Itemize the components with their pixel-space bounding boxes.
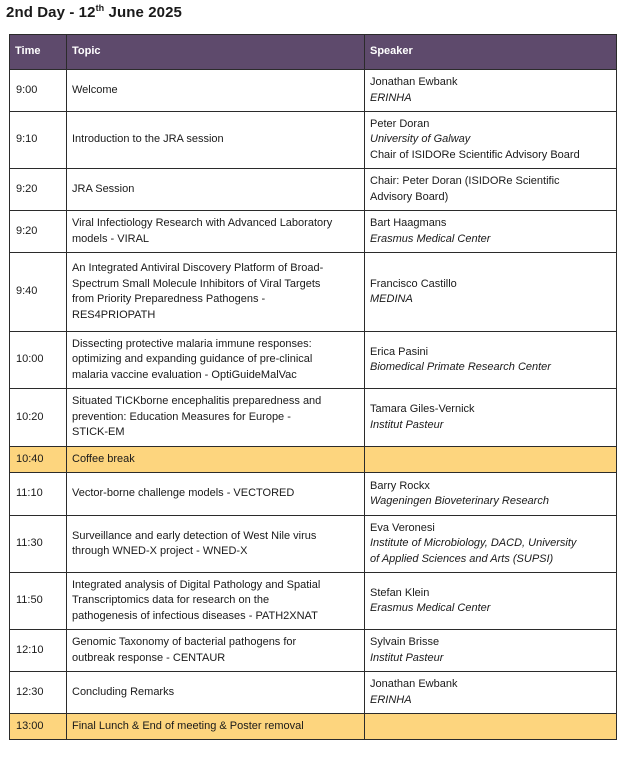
topic-cell <box>67 630 365 672</box>
topic-line: outbreak response - CENTAUR <box>72 651 226 664</box>
topic-line: Viral Infectiology Research with Advanced Laboratory <box>72 217 333 229</box>
time-cell: 9:40 <box>10 253 67 332</box>
schedule-body <box>10 70 617 740</box>
time-cell: 10:40 <box>10 447 67 473</box>
speaker-affiliation: Institute of Microbiology, DACD, University <box>370 537 577 550</box>
table-row <box>10 447 617 473</box>
speaker-name: Advisory Board) <box>370 190 449 203</box>
speaker-cell <box>365 253 617 332</box>
header-row <box>10 35 617 70</box>
speaker-affiliation: of Applied Sciences and Arts (SUPSI) <box>370 552 554 565</box>
topic-line: Situated TICKborne encephalitis preparedness and <box>72 395 322 408</box>
header-time: Time <box>10 35 67 70</box>
topic-line: from Priority Preparedness Pathogens - <box>72 293 266 305</box>
speaker-name: Tamara Giles-Vernick <box>370 403 475 415</box>
speaker-affiliation: ERINHA <box>370 693 412 706</box>
speaker-cell <box>365 211 617 253</box>
title-sup: th <box>95 3 105 13</box>
speaker-cell <box>365 70 617 112</box>
speaker-affiliation: Institut Pasteur <box>370 418 444 431</box>
time-cell: 10:00 <box>10 332 67 389</box>
table-row <box>10 630 617 672</box>
speaker-name: Francisco Castillo <box>370 277 457 290</box>
topic-cell <box>67 714 365 740</box>
speaker-cell <box>365 473 617 516</box>
speaker-cell <box>365 714 617 740</box>
time-cell: 10:20 <box>10 389 67 447</box>
header-speaker: Speaker <box>365 35 617 70</box>
topic-cell <box>67 169 365 211</box>
speaker-affiliation: Biomedical Primate Research Center <box>370 361 551 373</box>
time-cell: 9:20 <box>10 169 67 211</box>
speaker-cell <box>365 447 617 473</box>
topic-cell <box>67 672 365 714</box>
speaker-cell <box>365 389 617 447</box>
speaker-name: Jonathan Ewbank <box>370 76 458 88</box>
topic-line: Dissecting protective malaria immune responses: <box>72 337 312 350</box>
speaker-cell <box>365 332 617 389</box>
topic-line: Spectrum Small Molecule Inhibitors of Viral Targets <box>72 277 321 290</box>
topic-line: Integrated analysis of Digital Pathology and Spatial <box>72 578 321 591</box>
topic-line: JRA Session <box>72 182 135 195</box>
table-row <box>10 473 617 516</box>
speaker-name: Barry Rockx <box>370 479 430 492</box>
topic-line: malaria vaccine evaluation - OptiGuideMalVac <box>72 368 297 381</box>
table-row <box>10 169 617 211</box>
header-topic: Topic <box>67 35 365 70</box>
time-cell: 13:00 <box>10 714 67 740</box>
table-row <box>10 112 617 169</box>
speaker-affiliation: MEDINA <box>370 293 413 305</box>
topic-line: RES4PRIOPATH <box>72 308 156 321</box>
topic-cell <box>67 447 365 473</box>
speaker-cell <box>365 630 617 672</box>
speaker-name: Eva Veronesi <box>370 521 435 534</box>
time-cell: 11:50 <box>10 573 67 630</box>
time-cell: 9:00 <box>10 70 67 112</box>
topic-cell <box>67 473 365 516</box>
speaker-cell <box>365 112 617 169</box>
topic-line: Vector-borne challenge models - VECTORED <box>72 487 295 500</box>
topic-line: through WNED-X project - WNED-X <box>72 545 248 557</box>
topic-cell <box>67 516 365 573</box>
topic-cell <box>67 332 365 389</box>
topic-cell <box>67 211 365 253</box>
table-row <box>10 253 617 332</box>
speaker-affiliation: Institut Pasteur <box>370 651 444 664</box>
table-row <box>10 70 617 112</box>
title-prefix: 2nd Day - 12 <box>6 4 96 21</box>
topic-cell <box>67 573 365 630</box>
speaker-cell <box>365 169 617 211</box>
time-cell: 11:10 <box>10 473 67 516</box>
table-row <box>10 573 617 630</box>
topic-line: Final Lunch & End of meeting & Poster removal <box>72 719 304 732</box>
table-row <box>10 714 617 740</box>
topic-line: Introduction to the JRA session <box>72 133 224 146</box>
time-cell: 12:30 <box>10 672 67 714</box>
topic-line: Surveillance and early detection of West Nile virus <box>72 529 317 542</box>
topic-line: Coffee break <box>72 452 135 465</box>
speaker-name: Bart Haagmans <box>370 217 447 229</box>
speaker-affiliation: Erasmus Medical Center <box>370 232 491 245</box>
speaker-affiliation: University of Galway <box>370 133 471 146</box>
table-row <box>10 672 617 714</box>
table-row <box>10 211 617 253</box>
topic-line: An Integrated Antiviral Discovery Platform of Broad- <box>72 262 324 274</box>
speaker-affiliation: ERINHA <box>370 91 412 104</box>
speaker-name: Chair: Peter Doran (ISIDORe Scientific <box>370 175 560 187</box>
topic-line: STICK-EM <box>72 426 125 439</box>
time-cell: 9:20 <box>10 211 67 253</box>
page-title <box>6 4 182 21</box>
speaker-name: Stefan Klein <box>370 586 430 599</box>
topic-line: pathogenesis of infectious diseases - PATH2XNAT <box>72 609 318 622</box>
topic-cell <box>67 112 365 169</box>
speaker-name: Erica Pasini <box>370 345 429 358</box>
table-row <box>10 389 617 447</box>
speaker-name: Peter Doran <box>370 117 430 130</box>
speaker-role: Chair of ISIDORe Scientific Advisory Board <box>370 148 580 161</box>
title-suffix: June 2025 <box>104 4 182 21</box>
speaker-affiliation: Erasmus Medical Center <box>370 602 491 614</box>
topic-line: prevention: Education Measures for Europe - <box>72 410 291 423</box>
speaker-cell <box>365 573 617 630</box>
topic-line: Transcriptomics data for research on the <box>72 594 270 607</box>
schedule-table <box>9 34 617 740</box>
speaker-affiliation: Wageningen Bioveterinary Research <box>370 495 549 507</box>
time-cell: 9:10 <box>10 112 67 169</box>
topic-line: models - VIRAL <box>72 232 150 245</box>
topic-line: Genomic Taxonomy of bacterial pathogens for <box>72 636 297 648</box>
topic-line: optimizing and expanding guidance of pre-clinical <box>72 353 313 366</box>
topic-line: Welcome <box>72 83 118 96</box>
topic-cell <box>67 389 365 447</box>
speaker-cell <box>365 672 617 714</box>
table-row <box>10 332 617 389</box>
table-row <box>10 516 617 573</box>
time-cell: 12:10 <box>10 630 67 672</box>
topic-line: Concluding Remarks <box>72 685 175 698</box>
topic-cell <box>67 253 365 332</box>
speaker-name: Jonathan Ewbank <box>370 678 458 690</box>
topic-cell <box>67 70 365 112</box>
speaker-cell <box>365 516 617 573</box>
time-cell: 11:30 <box>10 516 67 573</box>
speaker-name: Sylvain Brisse <box>370 636 440 648</box>
